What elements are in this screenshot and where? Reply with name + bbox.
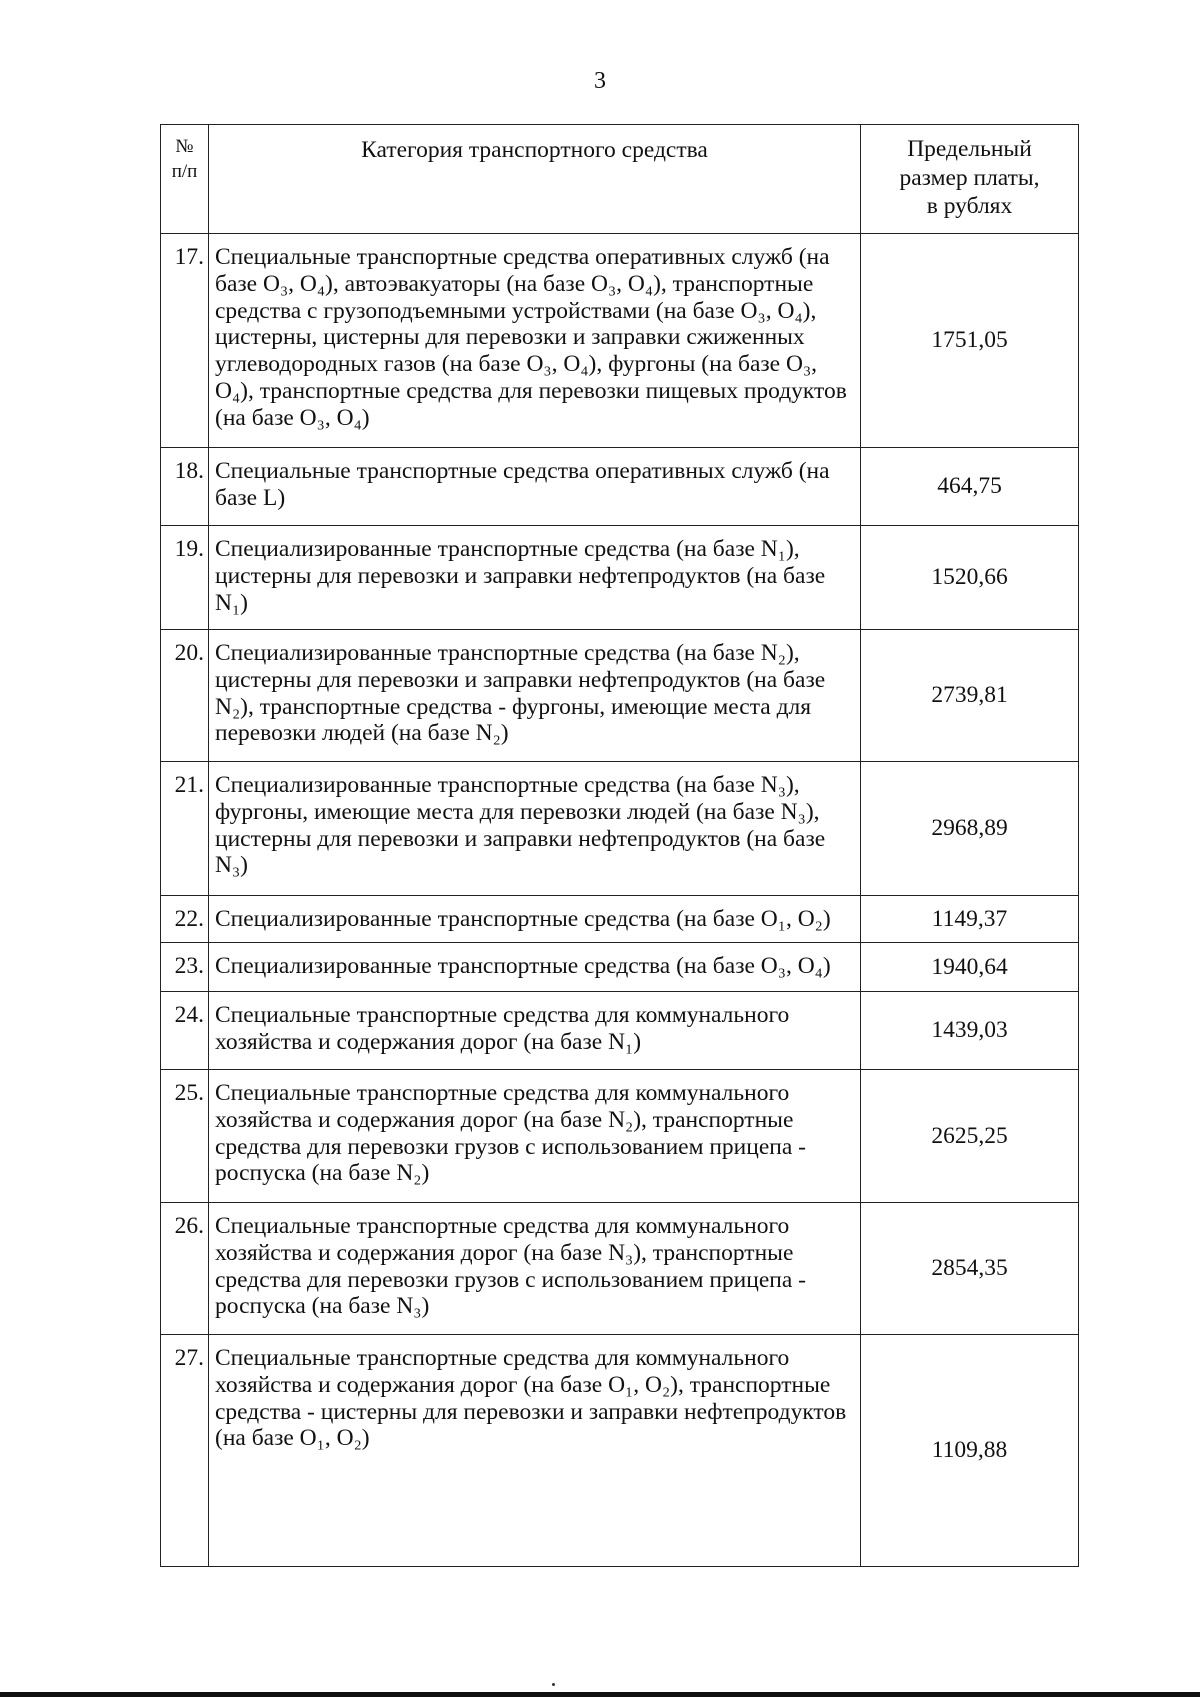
row-category: Специализированные транспортные средства (на базе O₁, O₂) <box>209 895 861 942</box>
row-price: 2968,89 <box>861 761 1079 895</box>
table-row <box>161 447 1079 525</box>
row-number: 17. <box>161 233 209 447</box>
row-number: 25. <box>161 1069 209 1202</box>
header-category: Категория транспортного средства <box>209 125 861 234</box>
row-number: 23. <box>161 942 209 991</box>
header-number <box>161 125 209 234</box>
header-price <box>861 125 1079 234</box>
row-category: Специальные транспортные средства оперативных служб (на базе O₃, O₄), автоэвакуаторы (на базе O₃, O₄), транспортные средства с грузоподъемными устройствами (на базе O₃, O₄), цистерны, цистерны для перевозки и заправки сжиженных углеводородных газов (на базе O₃, O₄), фургоны (на базе O₃, O₄), транспортные средства для перевозки пищевых продуктов (на базе O₃, O₄) <box>209 233 861 447</box>
header-number-symbol: № <box>175 136 194 157</box>
table-row <box>161 1069 1079 1202</box>
scan-speck <box>552 1683 555 1686</box>
row-price: 2739,81 <box>861 629 1079 761</box>
header-price-line-3: в рублях <box>926 193 1013 220</box>
row-price: 1439,03 <box>861 991 1079 1069</box>
row-category: Специальные транспортные средства для коммунального хозяйства и содержания дорог (на базе N₃), транспортные средства для перевозки грузов с использованием прицепа - роспуска (на базе N₃) <box>209 1202 861 1334</box>
row-number: 19. <box>161 525 209 629</box>
row-category: Специальные транспортные средства оперативных служб (на базе L) <box>209 447 861 525</box>
header-price-line-1: Предельный <box>907 136 1032 162</box>
row-number: 20. <box>161 629 209 761</box>
row-price: 1109,88 <box>861 1334 1079 1566</box>
table-row <box>161 991 1079 1069</box>
tariff-table <box>160 124 1079 1567</box>
row-category: Специальные транспортные средства для коммунального хозяйства и содержания дорог (на базе N₂), транспортные средства для перевозки грузов с использованием прицепа - роспуска (на базе N₂) <box>209 1069 861 1202</box>
row-category: Специальные транспортные средства для коммунального хозяйства и содержания дорог (на базе N₁) <box>209 991 861 1069</box>
table-header-row <box>161 125 1079 234</box>
row-number: 18. <box>161 447 209 525</box>
row-price: 1751,05 <box>861 233 1079 447</box>
table-row <box>161 942 1079 991</box>
row-number: 24. <box>161 991 209 1069</box>
row-number: 22. <box>161 895 209 942</box>
table-row <box>161 761 1079 895</box>
table-row <box>161 895 1079 942</box>
row-category: Специализированные транспортные средства (на базе N₃), фургоны, имеющие места для перевозки людей (на базе N₃), цистерны для перевозки и заправки нефтепродуктов (на базе N₃) <box>209 761 861 895</box>
row-number: 27. <box>161 1334 209 1566</box>
table-row <box>161 629 1079 761</box>
table-row <box>161 233 1079 447</box>
row-price: 464,75 <box>861 447 1079 525</box>
row-price: 1940,64 <box>861 942 1079 991</box>
row-price: 1520,66 <box>861 525 1079 629</box>
row-category: Специальные транспортные средства для коммунального хозяйства и содержания дорог (на базе O₁, O₂), транспортные средства - цистерны для перевозки и заправки нефтепродуктов (на базе O₁, O₂) <box>209 1334 861 1566</box>
row-number: 26. <box>161 1202 209 1334</box>
row-price: 2854,35 <box>861 1202 1079 1334</box>
table-row <box>161 1202 1079 1334</box>
table-row <box>161 525 1079 629</box>
row-price: 2625,25 <box>861 1069 1079 1202</box>
header-price-line-2: размер платы, <box>899 164 1040 191</box>
row-price: 1149,37 <box>861 895 1079 942</box>
row-number: 21. <box>161 761 209 895</box>
table-row <box>161 1334 1079 1566</box>
header-number-abbr: п/п <box>171 160 198 182</box>
scan-edge-line <box>0 1692 1200 1697</box>
row-category: Специализированные транспортные средства (на базе O₃, O₄) <box>209 942 861 991</box>
page-number: 3 <box>594 68 606 94</box>
row-category: Специализированные транспортные средства (на базе N₂), цистерны для перевозки и заправки нефтепродуктов (на базе N₂), транспортные средства - фургоны, имеющие места для перевозки людей (на базе N₂) <box>209 629 861 761</box>
row-category: Специализированные транспортные средства (на базе N₁), цистерны для перевозки и заправки нефтепродуктов (на базе N₁) <box>209 525 861 629</box>
